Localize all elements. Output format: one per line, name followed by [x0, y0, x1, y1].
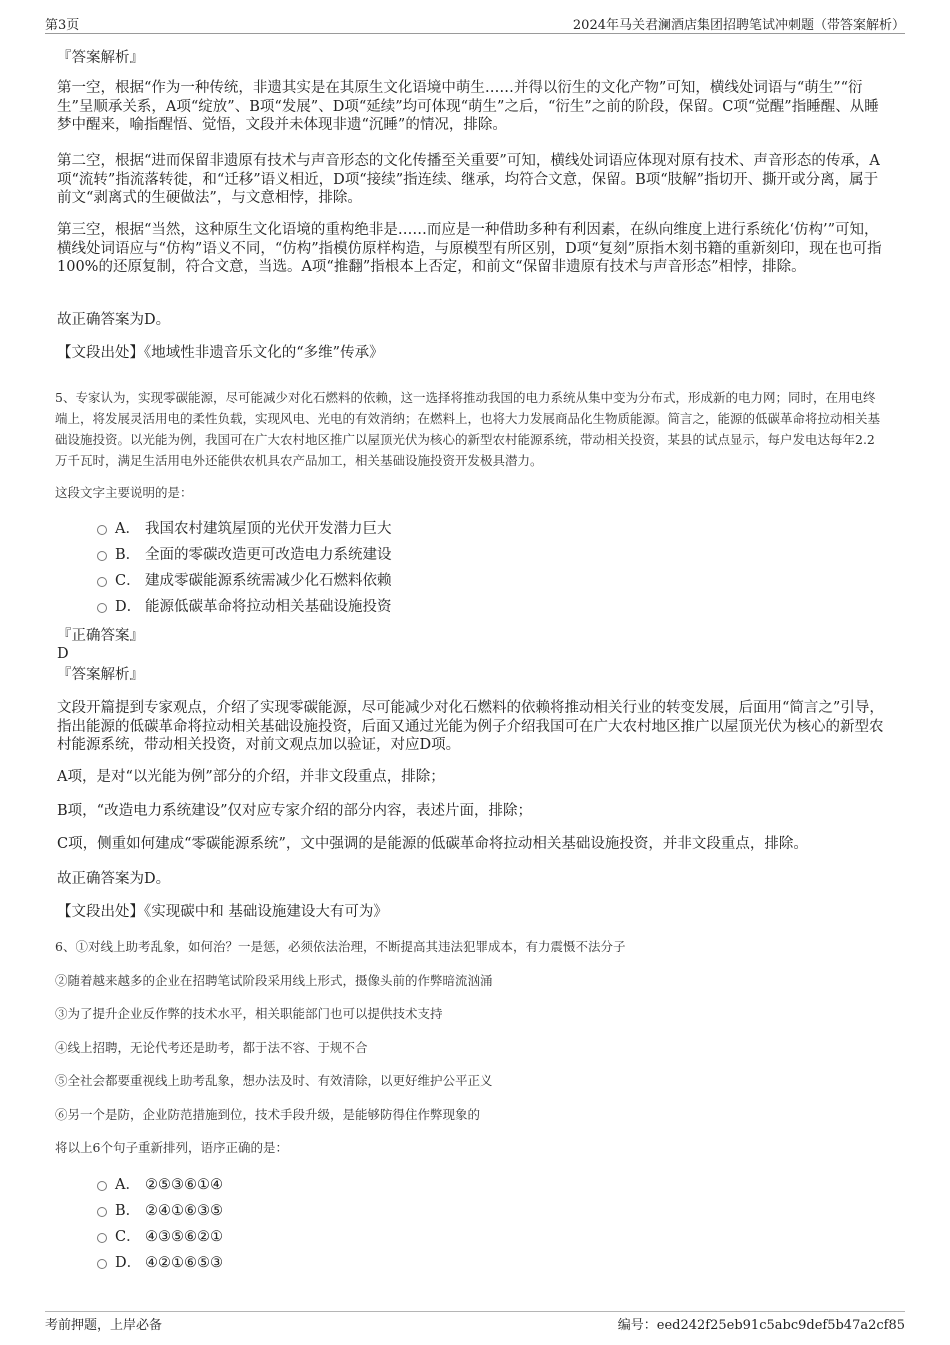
question-5-prompt: 这段文字主要说明的是： — [55, 485, 193, 500]
document-id: 编号：eed242f25eb91c5abc9def5b47a2cf85 — [617, 1318, 905, 1333]
q6-option-b[interactable]: B． ②④①⑥③⑤ — [97, 1201, 223, 1221]
q6-sentence-6: ⑥另一个是防，企业防范措施到位，技术手段升级，是能够防得住作弊现象的 — [55, 1107, 481, 1122]
radio-icon[interactable] — [97, 1259, 107, 1269]
conclusion: 故正确答案为D。 — [57, 871, 171, 887]
source: 【文段出处】《地域性非遗音乐文化的“多维”传承》 — [57, 345, 384, 361]
analysis-paragraph-4: C项，侧重如何建成“零碳能源系统”，文中强调的是能源的低碳革命将拉动相关基础设施投资，并非文段重点，排除。 — [57, 836, 808, 852]
analysis-label: 『答案解析』 — [57, 667, 144, 683]
q6-option-d[interactable]: D． ④②①⑥⑤③ — [97, 1253, 223, 1273]
answer-label: 『正确答案』 — [57, 628, 144, 644]
q5-option-d[interactable]: D． 能源低碳革命将拉动相关基础设施投资 — [97, 597, 392, 617]
q6-sentence-2: ②随着越来越多的企业在招聘笔试阶段采用线上形式，摄像头前的作弊暗流汹涌 — [55, 973, 493, 988]
radio-icon[interactable] — [97, 1233, 107, 1243]
analysis-paragraph-1: 文段开篇提到专家观点，介绍了实现零碳能源，尽可能减少对化石燃料的依赖将推动相关行业的转变发展，后面用“简言之”引导，指出能源的低碳革命将拉动相关基础设施投资，后面又通过光能为例子介绍我国可在广大农村地区推广以屋顶光伏为核心的新型农村能源系统，带动相关投资，对前文观点加以验证，对应D项。 — [57, 700, 884, 753]
q6-sentence-5: ⑤全社会都要重视线上助考乱象，想办法及时、有效清除，以更好维护公平正义 — [55, 1073, 493, 1088]
q5-option-b[interactable]: B． 全面的零碳改造更可改造电力系统建设 — [97, 545, 392, 565]
q6-option-c[interactable]: C． ④③⑤⑥②① — [97, 1227, 223, 1247]
analysis-paragraph-1: 第一空，根据“作为一种传统，非遗其实是在其原生文化语境中萌生……并得以衍生的文化产物”可知，横线处词语与“萌生”“衍生”呈顺承关系，A项“绽放”、B项“发展”、D项“延续”均可体现“萌生”之后，“衍生”之前的阶段，保留。C项“觉醒”指睡醒、从睡梦中醒来，喻指醒悟、觉悟，文段并未体现非遗“沉睡”的情况，排除。 — [57, 80, 879, 133]
analysis-paragraph-2: 第二空，根据“进而保留非遗原有技术与声音形态的文化传播至关重要”可知，横线处词语应体现对原有技术、声音形态的传承，A项“流转”指流落转徙，和“迁移”语义相近，D项“接续”指连续、继承，均符合文意，保留。B项“肢解”指切开、撕开或分离，属于前文“剥离式的生硬做法”，与文意相悖，排除。 — [57, 153, 880, 206]
source: 【文段出处】《实现碳中和 基础设施建设大有可为》 — [57, 904, 388, 920]
analysis-paragraph-3: 第三空，根据“当然，这种原生文化语境的重构绝非是……而应是一种借助多种有利因素，在纵向维度上进行系统化‘仿构’”可知，横线处词语应与“仿构”语义不同，“仿构”指模仿原样构造，与原模型有所区别，D项“复刻”原指木刻书籍的重新刻印，现在也可指100%的还原复制，符合文意，当选。A项“推翻”指根本上否定，和前文“保留非遗原有技术与声音形态”相悖，排除。 — [57, 222, 882, 275]
radio-icon[interactable] — [97, 577, 107, 587]
q5-option-c[interactable]: C． 建成零碳能源系统需减少化石燃料依赖 — [97, 571, 392, 591]
analysis-label: 『答案解析』 — [57, 50, 144, 66]
answer-value: D — [57, 646, 69, 662]
radio-icon[interactable] — [97, 525, 107, 535]
question-6-prompt: 将以上6个句子重新排列，语序正确的是： — [55, 1140, 288, 1155]
q5-option-a[interactable]: A． 我国农村建筑屋顶的光伏开发潜力巨大 — [97, 519, 392, 539]
radio-icon[interactable] — [97, 1207, 107, 1217]
document-title: 2024年马关君澜酒店集团招聘笔试冲刺题（带答案解析） — [572, 18, 905, 33]
q6-sentence-1: 6、①对线上助考乱象，如何治？一是惩，必须依法治理，不断提高其违法犯罪成本，有力震慑不法分子 — [55, 939, 626, 954]
footer-slogan: 考前押题，上岸必备 — [45, 1318, 163, 1333]
conclusion: 故正确答案为D。 — [57, 312, 171, 328]
page-header — [45, 12, 905, 34]
page-number: 第3页 — [45, 18, 80, 33]
q6-option-a[interactable]: A． ②⑤③⑥①④ — [97, 1175, 223, 1195]
q6-sentence-4: ④线上招聘，无论代考还是助考，都于法不容、于规不合 — [55, 1040, 368, 1055]
radio-icon[interactable] — [97, 603, 107, 613]
q6-sentence-3: ③为了提升企业反作弊的技术水平，相关职能部门也可以提供技术支持 — [55, 1006, 443, 1021]
question-5-stem: 5、专家认为，实现零碳能源，尽可能减少对化石燃料的依赖，这一选择将推动我国的电力系统从集中变为分布式，形成新的电力网；同时，在用电终端上，将发展灵活用电的柔性负载，实现风电、光电的有效消纳；在燃料上，也将大力发展商品化生物质能源。简言之，能源的低碳革命将拉动相关基础设施投资。以光能为例，我国可在广大农村地区推广以屋顶光伏为核心的新型农村能源系统，带动相关投资，某县的试点显示，每户发电达每年2.2万千瓦时，满足生活用电外还能供农机具农产品加工，相关基础设施投资开发极具潜力。 — [55, 390, 881, 468]
radio-icon[interactable] — [97, 551, 107, 561]
analysis-paragraph-3: B项，“改造电力系统建设”仅对应专家介绍的部分内容，表述片面，排除； — [57, 803, 532, 819]
radio-icon[interactable] — [97, 1181, 107, 1191]
page-footer — [45, 1311, 905, 1333]
analysis-paragraph-2: A项，是对“以光能为例”部分的介绍，并非文段重点，排除； — [57, 769, 445, 785]
